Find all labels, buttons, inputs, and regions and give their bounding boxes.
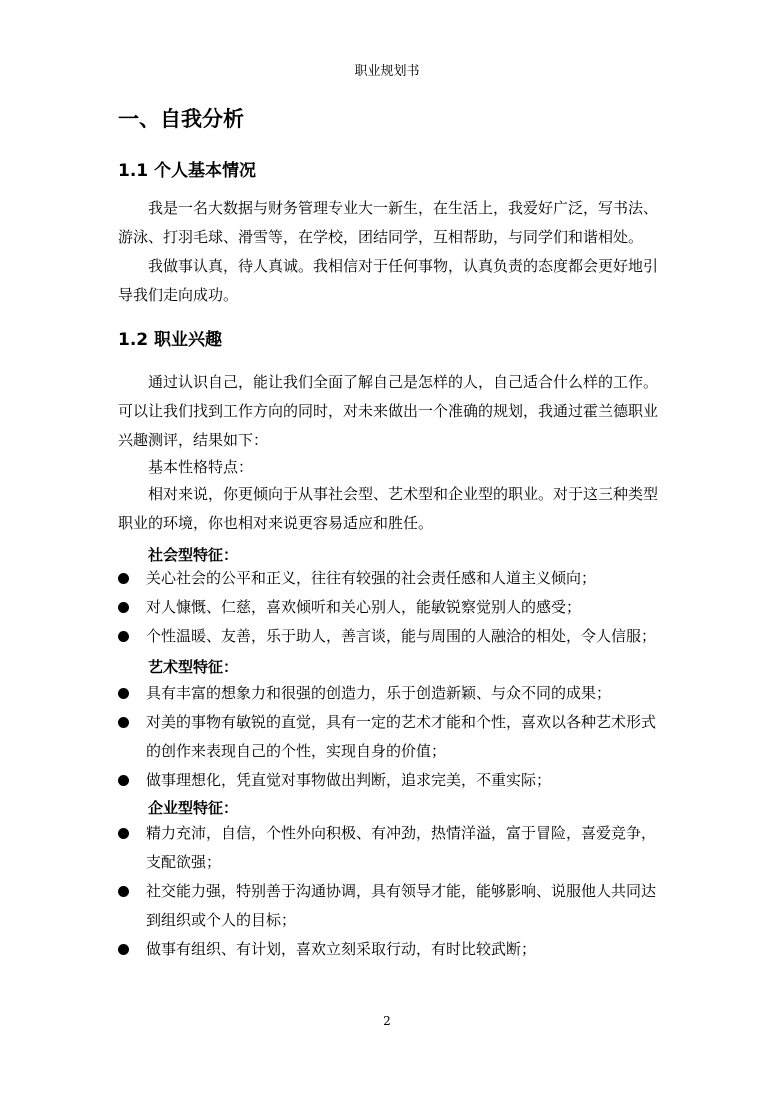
social-type-heading: 社会型特征： [148, 546, 239, 564]
section-title-self-analysis: 一、自我分析 [118, 107, 244, 131]
list-item: 做事理想化，凭直觉对事物做出判断，追求完美，不重实际； [118, 766, 663, 795]
bullet-icon [118, 828, 129, 839]
list-item: 精力充沛，自信，个性外向积极、有冲劲，热情洋溢，富于冒险，喜爱竞争，支配欲强； [118, 819, 663, 877]
bullet-icon [118, 775, 129, 786]
paragraph-basic-info-2: 我做事认真，待人真诚。我相信对于任何事物，认真负责的态度都会更好地引导我们走向成功。 [118, 257, 659, 304]
page-header: 职业规划书 [354, 64, 420, 79]
basic-traits-label: 基本性格特点： [148, 458, 254, 476]
list-item: 具有丰富的想象力和很强的创造力，乐于创造新颖、与众不同的成果； [118, 679, 663, 708]
bullet-icon [118, 688, 129, 699]
bullet-icon [118, 573, 129, 584]
bullet-icon [118, 631, 129, 642]
list-item: 对美的事物有敏锐的直觉，具有一定的艺术才能和个性，喜欢以各种艺术形式的创作来表现自己的个性，实现自身的价值； [118, 708, 663, 766]
list-item: 做事有组织、有计划，喜欢立刻采取行动，有时比较武断； [118, 935, 663, 964]
page-number: 2 [383, 1014, 391, 1028]
list-item: 个性温暖、友善，乐于助人，善言谈，能与周围的人融洽的相处，令人信服； [118, 622, 663, 651]
subsection-title-career-interest: 1.2 职业兴趣 [118, 330, 223, 350]
bullet-icon [118, 944, 129, 955]
enterprising-type-list [118, 819, 663, 964]
list-item: 对人慷慨、仁慈，喜欢倾听和关心别人，能敏锐察觉别人的感受； [118, 593, 663, 622]
bullet-icon [118, 602, 129, 613]
list-item: 关心社会的公平和正义，往往有较强的社会责任感和人道主义倾向； [118, 564, 663, 593]
list-item: 社交能力强，特别善于沟通协调，具有领导才能，能够影响、说服他人共同达到组织或个人的目标； [118, 877, 663, 935]
paragraph-basic-traits: 相对来说，你更倾向于从事社会型、艺术型和企业型的职业。对于这三种类型职业的环境，你也相对来说更容易适应和胜任。 [118, 485, 659, 532]
artistic-type-heading: 艺术型特征： [148, 658, 239, 676]
bullet-icon [118, 717, 129, 728]
subsection-title-basic-info: 1.1 个人基本情况 [118, 161, 257, 181]
enterprising-type-heading: 企业型特征： [148, 799, 239, 817]
paragraph-basic-info-1: 我是一名大数据与财务管理专业大一新生，在生活上，我爱好广泛，写书法、游泳、打羽毛球、滑雪等，在学校，团结同学，互相帮助，与同学们和谐相处。 [118, 199, 659, 246]
bullet-icon [118, 886, 129, 897]
paragraph-career-intro: 通过认识自己，能让我们全面了解自己是怎样的人，自己适合什么样的工作。可以让我们找到工作方向的同时，对未来做出一个准确的规划，我通过霍兰德职业兴趣测评，结果如下： [118, 373, 659, 449]
social-type-list [118, 564, 663, 651]
artistic-type-list [118, 679, 663, 795]
